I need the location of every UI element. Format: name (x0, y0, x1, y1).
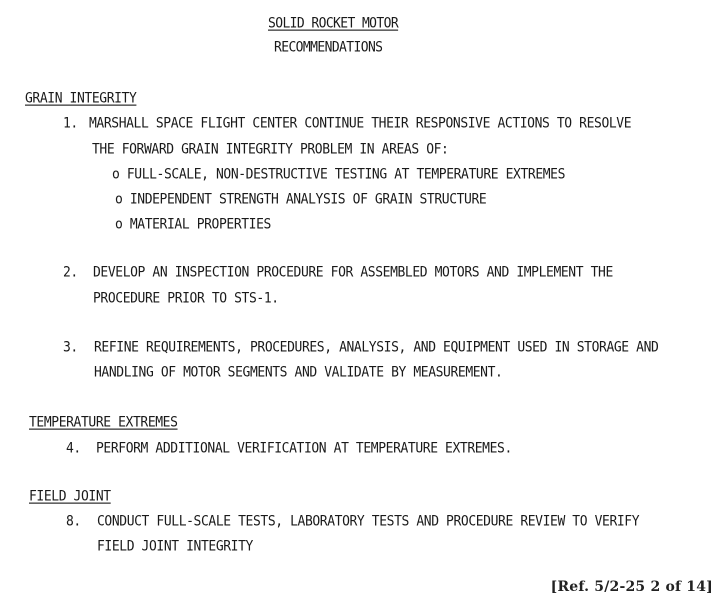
item-3-line-2: HANDLING OF MOTOR SEGMENTS AND VALIDATE BY MEASUREMENT. (94, 364, 503, 381)
page-reference: [Ref. 5/2-25 2 of 14] (550, 579, 713, 595)
item-number-2: 2. (63, 264, 78, 281)
item-2-line-2: PROCEDURE PRIOR TO STS-1. (93, 290, 279, 307)
item-1-subitem-3: o MATERIAL PROPERTIES (115, 216, 271, 233)
item-3-line-1: REFINE REQUIREMENTS, PROCEDURES, ANALYSIS, AND EQUIPMENT USED IN STORAGE AND (94, 339, 659, 356)
item-number-4: 4. (66, 440, 81, 457)
section-heading-grain-integrity: GRAIN INTEGRITY (25, 90, 137, 107)
section-heading-temperature-extremes: TEMPERATURE EXTREMES (29, 414, 178, 431)
item-4-line-1: PERFORM ADDITIONAL VERIFICATION AT TEMPERATURE EXTREMES. (96, 440, 512, 457)
section-heading-field-joint: FIELD JOINT (29, 488, 111, 505)
item-8-line-2: FIELD JOINT INTEGRITY (97, 538, 253, 555)
item-number-3: 3. (63, 339, 78, 356)
document-title: SOLID ROCKET MOTOR (268, 15, 399, 32)
item-1-subitem-1: o FULL-SCALE, NON-DESTRUCTIVE TESTING AT TEMPERATURE EXTREMES (112, 166, 566, 183)
item-2-line-1: DEVELOP AN INSPECTION PROCEDURE FOR ASSEMBLED MOTORS AND IMPLEMENT THE (93, 264, 613, 281)
item-1-line-1: MARSHALL SPACE FLIGHT CENTER CONTINUE THEIR RESPONSIVE ACTIONS TO RESOLVE (89, 115, 632, 132)
item-8-line-1: CONDUCT FULL-SCALE TESTS, LABORATORY TESTS AND PROCEDURE REVIEW TO VERIFY (97, 513, 640, 530)
item-1-subitem-2: o INDEPENDENT STRENGTH ANALYSIS OF GRAIN STRUCTURE (115, 191, 487, 208)
item-1-line-2: THE FORWARD GRAIN INTEGRITY PROBLEM IN AREAS OF: (92, 141, 449, 158)
document-subtitle: RECOMMENDATIONS (274, 39, 383, 56)
item-number-1: 1. (63, 115, 78, 132)
item-number-8: 8. (66, 513, 81, 530)
